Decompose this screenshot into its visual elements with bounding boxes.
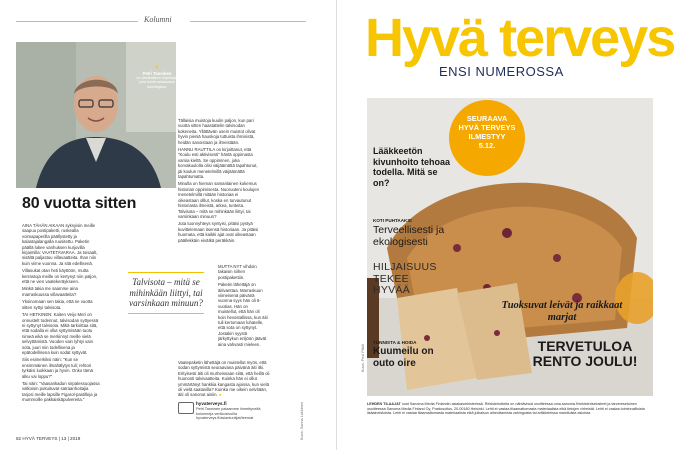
col2-para-2: HANNU RAUTTILA on kirjoittanut, että "Koulu esti aktivisesti" häntä oppimasta varsia kieltä. Se oppiminen, joka korvakuulolla olisi väijäämättä tapahtunut, jäi koulun menetelmillä väijäämättä tapahtumatta. — [178, 147, 258, 180]
col1-para-5: TAI HETKINEN: Kaiten Veijo Meri on onnustelt todennut, talvisodan syttyessä ei syttynyt talvisota. Mikä tarkoittaa sitä, että sodalla ei ollut syttymisään tuotu nimeä eikä se merkinnyt meille vielä selvyttämistä. Vuoden vain lyhtyi vain sota, juuri niin todellisena ja epätodellisena kuin sodat syttyvät. — [22, 312, 99, 355]
web-icon — [178, 402, 194, 414]
portrait-caption — [134, 62, 180, 89]
col1-para-6: Siis esimerkiksi näin: "Kun se ensimmäinen ilmahälytys tuli; rehtori tyrkäisi luokkaan ja hyvin. Onko tämä alku vai loppu?" — [22, 357, 93, 379]
column-2 — [178, 118, 260, 243]
col3-para-2: Paketin lähettäjä on äitivanttaa. Marraskuun viimeisenä päivänä vuonna syys hän oli 6-vuotias. Hän on muistellut, että hän oli koin hevostallissa, kun äiti tuli kertomaan luhatelle, että sota on syttynyt. Jostakin syystä järkyttykun enljöön jäävät aina vahvasti mieleen. — [218, 282, 268, 347]
col2-para-3: Minulla on hieman samanlainen kokemus historian oppimisesta. Nuoruuteni koulujen menetelmillä mitään historiaa ei oikeastaan olllut, koska en turvautunut historiasta ilmeistä, arkea, tunteita. Talvisota – mitä se mihinkään liittyi, tai varsinkaan minuun? — [178, 181, 259, 219]
cover-line-3: HILJAISUUS TEKEE HYVÄÄ — [373, 261, 437, 296]
cover-kicker-5: TUNNISTA & HOIDA — [373, 340, 417, 345]
photo-credit-left: Kuva: Sanna Lakkinen — [300, 402, 304, 440]
issue-badge — [449, 100, 525, 176]
col2b-para-3 — [178, 360, 270, 398]
column-3 — [218, 264, 268, 347]
col1-para-2: Villasukat otan heti käyttöön, mutta kerrastoja meille on kertynyt niin paljon, että ne vien vaatekeräykseen. — [22, 268, 98, 285]
badge-line-4: 5.12. — [478, 141, 496, 150]
cover-line-1: Lääkkeetön kivunhoito tehoaa todella. Mitä se on? — [373, 146, 451, 188]
headline: 80 vuotta sitten — [22, 195, 137, 212]
badge-line-3: ILMESTYY — [468, 132, 506, 141]
caption-name: Petri Tanninen — [142, 71, 172, 76]
col1-para-1: AINA TÄHÄN AIKAAN syksyisin meille saapuu postipaketti, ruskealla voimapaperilla päällystetty ja kalastajalangalla ruusitettu. Paketin päällä lukee vanhuksen kurjuvilla kirjaimilla: VAATETAVARAA. Ja toisaalt, sisältä paljastuu villavaatteita. Ihan niin kuin viime vuonna. Ja sitä edellisenä. — [22, 223, 98, 266]
cover-line-4: Tuoksuvat leivät ja raikkaat marjat — [501, 300, 623, 323]
col1-para-4: Yksinomaan sen takia, että ne vuotta sitten syttyi talvisota. — [22, 299, 93, 310]
section-label: Kolumni — [144, 15, 172, 24]
column-1 — [22, 223, 100, 403]
cover-kicker-2: KOTI PUHTAAKSI — [373, 218, 412, 223]
photo-credit-right: Kuva: Pexi Pikkli — [361, 343, 365, 372]
publisher-label: LEHDEN TILAAJAT — [367, 402, 401, 406]
section-rule-right — [190, 21, 306, 22]
col1-para-7: Tai näin: "Vaasankadun sirpalessuojassa valkoisin pukuituvat satraanhoitajia tarjosi meille lapsille Figarol-pastilleja ja mummoille pakkaiskäpulvereita." — [22, 380, 100, 403]
badge-line-1: SEURAAVA — [466, 114, 508, 123]
badge-line-2: HYVÄ TERVEYS — [458, 123, 516, 132]
folio: 82 HYVÄ TERVEYS | 13 | 2019 — [16, 436, 81, 441]
brand-masthead: Hyvä terveys — [365, 8, 674, 68]
cover-line-6: TERVETULOA RENTO JOULU! — [532, 338, 638, 369]
end-mark-icon: ● — [218, 392, 222, 398]
section-rule-left — [16, 21, 138, 22]
badge-text — [449, 100, 525, 150]
pull-quote-text: Talvisota – mitä se mihinkään liittyi, tai varsinkaan minuun? — [129, 277, 203, 308]
pull-quote — [128, 272, 204, 314]
col2-para-1: Tällaisia muistoja kuulin paljon, kun pari vuotta sitten haastattelin talvisodan kokeneita. Yllättävän usein muistot olivat hyvin pieniä hauskoja tuttuista ihmisistä, heidän sanoistaan ja ilmeistään. — [178, 118, 256, 145]
cover-line-5: Kuumeilu on outo oire — [373, 346, 434, 369]
caption-arrow-icon: ‹ — [155, 62, 159, 71]
footer-site[interactable]: hyvaterveys.fi — [196, 401, 227, 406]
publisher-text: ovat Sanoma Media Finlandin asiakasrekisterissä. Rekisteriotteita on nähtävissä osoitteessa oma.sanoma.fi/rekisteriselosteet ja tarveresetoinen osoitteessa Sanoma Media Finland Oy, Postiosoitus, 20-00180 Helsinki. Lehti ei vastaa tilaamattomasta materiaalista eikä tietojen virheistä. Lehti ei vastaa toiminnallisista lisäaineistoista. Lehti ei vastaa tilaamattomasta materiaalista eikä julkaisun aiheuttamista vahingoista tai artikkeleissa mainituista asioista. — [367, 402, 645, 416]
col2-para-4: Juta tuonnyhteys syntyisi, pitäisi pystyä kuvittelemaan itsensä historiaan. Ja pitäisi huomata, että kaikki ajat ovat oikeastaan päällekkäin eivätkä peräkkäin. — [178, 221, 259, 243]
publisher-info — [367, 402, 653, 416]
footer-note: Petri Tanninen palaamme ihmettyneitä kolumneja verkkosivuilla hyvaterveys.fi/asiantuntijat/teemat — [196, 407, 261, 421]
cover-line-2: Terveellisesti ja ekologisesti — [373, 224, 445, 248]
kicker: ENSI NUMEROSSA — [439, 64, 564, 79]
col3-para-1: MUTTA NYT vihdoin takaisin siihen postipakettiin. — [218, 264, 257, 280]
right-page — [337, 0, 674, 450]
column-2-bottom — [178, 360, 270, 398]
caption-role: on viestintäinen kirjoittaja, joka toimii vastaavana toimittajana. — [136, 76, 178, 89]
col2b-para-3-text: Vaatepaketin lähettäjä on muistellut myös, että sodan syttymistä seuraavana päivänä äiti itki. Erityisesti äiti oli murheissaan siitä, että heillä oli huonosti talvivaatteita. Kuinka hän ei ollut ymmärtänyt hankkia kangasta ajoissa, kun vielä oli vielä saatavilla? Kuinka me oikein selvitään, äiti oli sanonut aisiin. — [178, 360, 270, 398]
col1-para-3: Minkä takia me saamme aina marraskuussa villavaatteita? — [22, 286, 78, 297]
